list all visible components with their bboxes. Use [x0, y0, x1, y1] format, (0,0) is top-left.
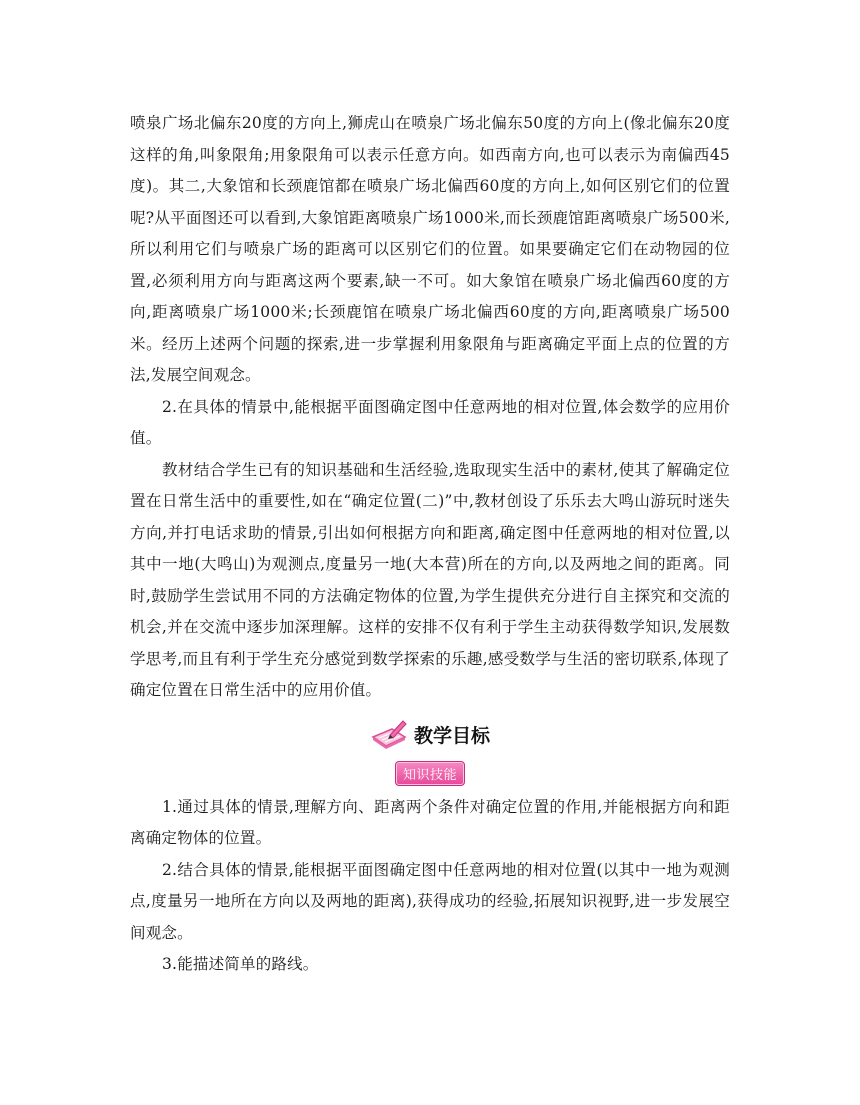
objective-item: 1.通过具体的情景,理解方向、距离两个条件对确定位置的作用,并能根据方向和距离确定物体的位置。 — [130, 797, 730, 847]
notebook-pencil-icon — [370, 719, 408, 751]
section-title: 教学目标 — [413, 725, 490, 747]
section-heading — [130, 717, 730, 753]
document-page — [130, 108, 730, 981]
body-paragraph: 喷泉广场北偏东20度的方向上,狮虎山在喷泉广场北偏东50度的方向上(像北偏东20度这样的角,叫象限角;用象限角可以表示任意方向。如西南方向,也可以表示为南偏西45度)。其二,大象馆和长颈鹿馆都在喷泉广场北偏西60度的方向上,如何区别它们的位置呢?从平面图还可以看到,大象馆距离喷泉广场1000米,而长颈鹿馆距离喷泉广场500米,所以利用它们与喷泉广场的距离可以区别它们的位置。如果要确定它们在动物园的位置,必须利用方向与距离这两个要素,缺一不可。如大象馆在喷泉广场北偏西60度的方向,距离喷泉广场1000米;长颈鹿馆在喷泉广场北偏西60度的方向,距离喷泉广场500米。经历上述两个问题的探索,进一步掌握利用象限角与距离确定平面上点的位置的方法,发展空间观念。 — [130, 114, 730, 384]
body-paragraph: 2.在具体的情景中,能根据平面图确定图中任意两地的相对位置,体会数学的应用价值。 — [130, 397, 730, 447]
subsection-badge-wrap — [130, 761, 730, 786]
body-paragraph: 教材结合学生已有的知识基础和生活经验,选取现实生活中的素材,使其了解确定位置在日常生活中的重要性,如在“确定位置(二)”中,教材创设了乐乐去大鸣山游玩时迷失方向,并打电话求助的情景,引出如何根据方向和距离,确定图中任意两地的相对位置,以其中一地(大鸣山)为观测点,度量另一地(大本营)所在的方向,以及两地之间的距离。同时,鼓励学生尝试用不同的方法确定物体的位置,为学生提供充分进行自主探究和交流的机会,并在交流中逐步加深理解。这样的安排不仅有利于学生主动获得数学知识,发展数学思考,而且有利于学生充分感觉到数学探索的乐趣,感受数学与生活的密切联系,体现了确定位置在日常生活中的应用价值。 — [130, 460, 730, 699]
subsection-badge: 知识技能 — [395, 761, 465, 786]
objective-item: 3.能描述简单的路线。 — [162, 955, 319, 973]
objective-item: 2.结合具体的情景,能根据平面图确定图中任意两地的相对位置(以其中一地为观测点,度量另一地所在方向以及两地的距离),获得成功的经验,拓展知识视野,进一步发展空间观念。 — [130, 860, 730, 942]
